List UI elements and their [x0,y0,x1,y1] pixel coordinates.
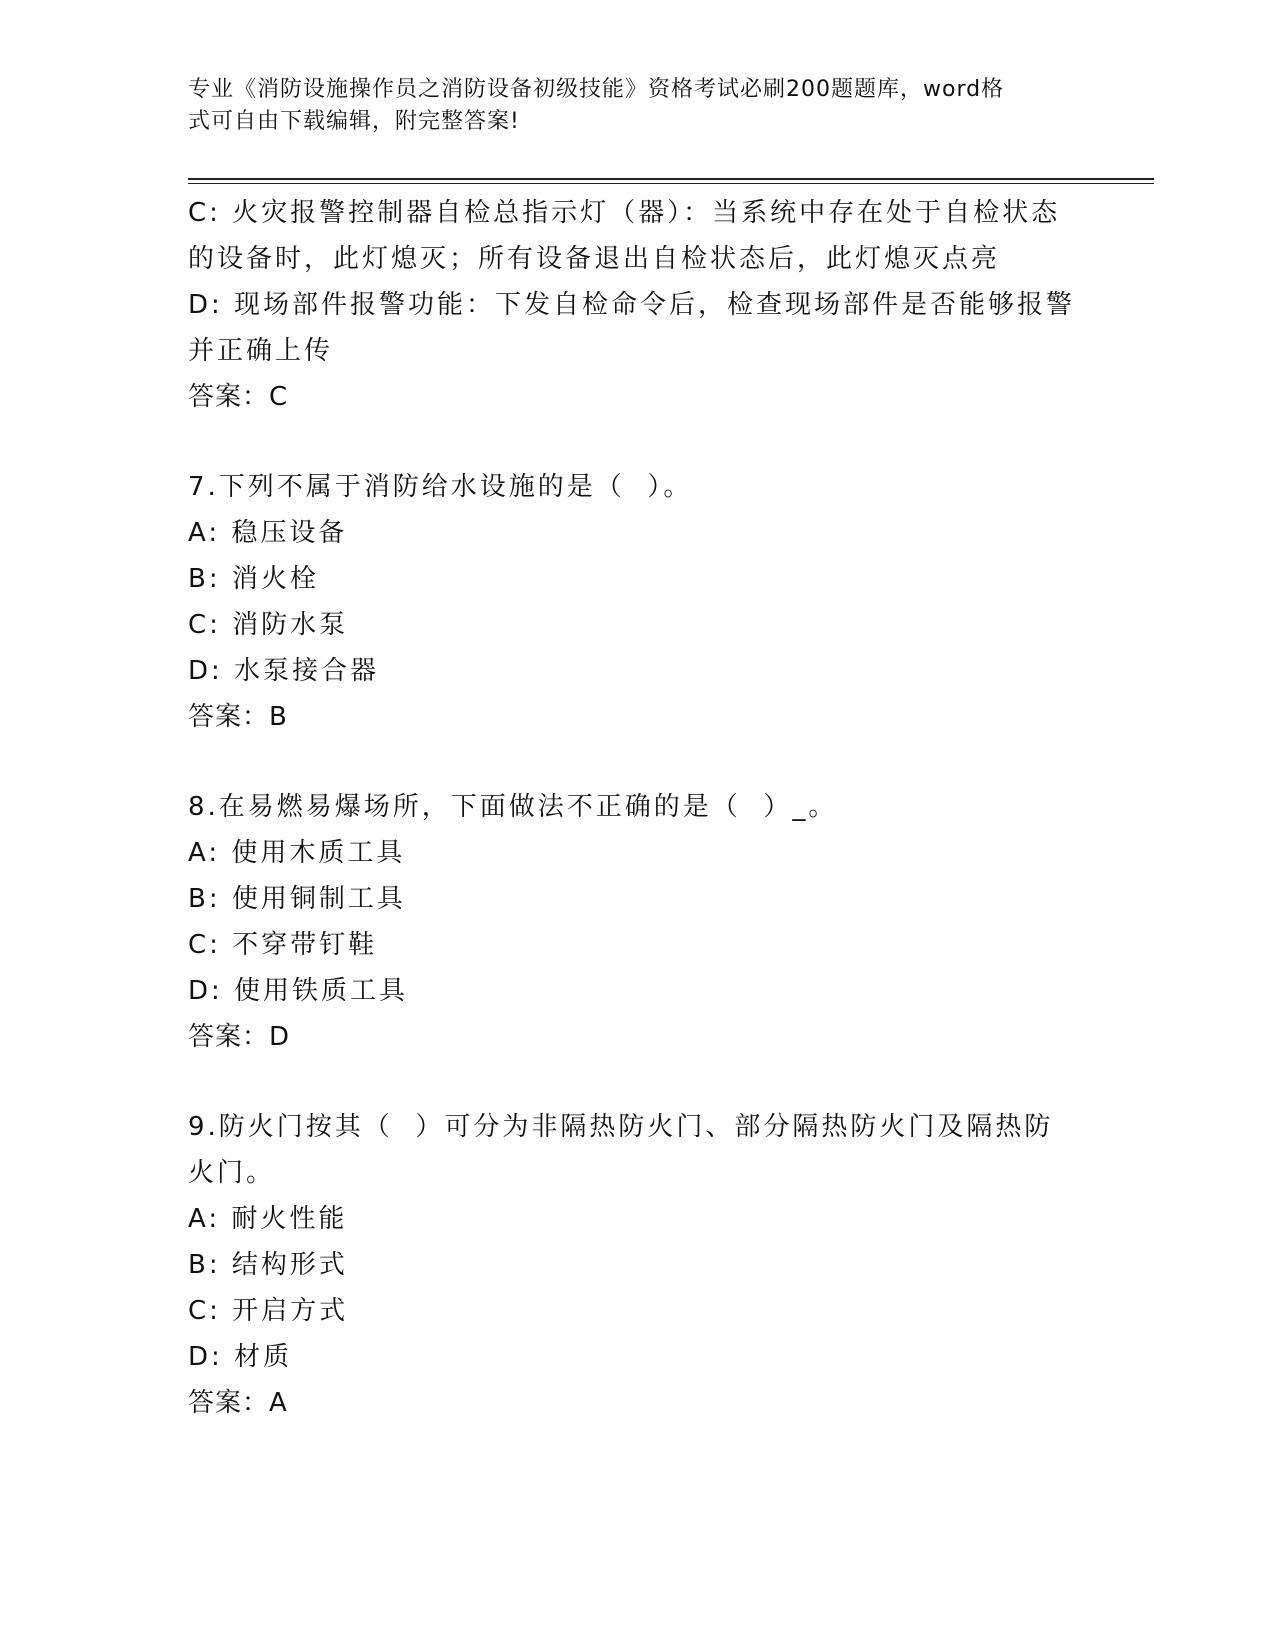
header-divider-thick [188,178,1154,180]
question-stem-line-2: 火门。 [188,1158,276,1188]
answer-line: 答案：B [188,702,288,732]
option-b: B: 消火栓 [188,564,319,594]
option-d: D: 材质 [188,1342,293,1372]
document-header [188,74,1068,138]
question-9 [188,1104,1088,1426]
question-spacer [188,420,1088,464]
header-title-line-2: 式可自由下载编辑，附完整答案! [188,109,520,134]
question-8 [188,784,1088,1060]
header-title-line-1: 专业《消防设施操作员之消防设备初级技能》资格考试必刷200题题库，word格 [188,77,1005,102]
question-7 [188,464,1088,740]
option-b: B: 使用铜制工具 [188,884,406,914]
question-content [188,190,1088,1426]
option-a: A: 稳压设备 [188,518,348,548]
option-d: D: 水泵接合器 [188,656,380,686]
option-a: A: 使用木质工具 [188,838,406,868]
answer-line: 答案：A [188,1388,288,1418]
header-divider-thin [188,183,1154,184]
option-d-line-2: 并正确上传 [188,336,334,366]
question-stem: 8.在易燃易爆场所，下面做法不正确的是（ ）_。 [188,792,838,822]
answer-line: 答案：D [188,1022,291,1052]
question-spacer [188,1060,1088,1104]
option-c: C: 消防水泵 [188,610,349,640]
option-c: C: 开启方式 [188,1296,349,1326]
option-d: D: 使用铁质工具 [188,976,409,1006]
question-6-continued [188,190,1088,420]
option-b: B: 结构形式 [188,1250,348,1280]
option-c: C: 不穿带钉鞋 [188,930,378,960]
question-stem: 7.下列不属于消防给水设施的是（ ）。 [188,472,693,502]
answer-line: 答案：C [188,382,289,412]
question-spacer [188,740,1088,784]
question-stem-line-1: 9.防火门按其（ ）可分为非隔热防火门、部分隔热防火门及隔热防 [188,1112,1054,1142]
option-d-line-1: D: 现场部件报警功能：下发自检命令后，检查现场部件是否能够报警 [188,290,1076,320]
option-c-line-1: C: 火灾报警控制器自检总指示灯（器）：当系统中存在处于自检状态 [188,198,1061,228]
option-a: A: 耐火性能 [188,1204,348,1234]
option-c-line-2: 的设备时，此灯熄灭；所有设备退出自检状态后，此灯熄灭点亮 [188,244,1001,274]
